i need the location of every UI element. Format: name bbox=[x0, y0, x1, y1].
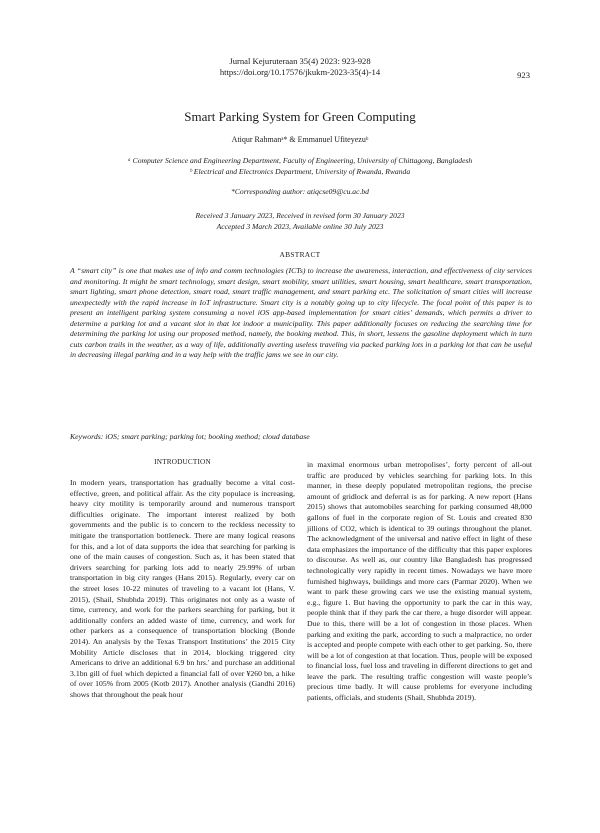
abstract-heading: ABSTRACT bbox=[279, 250, 321, 259]
journal-header bbox=[0, 56, 600, 78]
corresponding-author: *Corresponding author: atiqcse09@cu.ac.bd bbox=[231, 187, 369, 196]
body-column-left: In modern years, transportation has gradually become a vital cost-effective, green, and political affair. As the city populace is increasing, heavy city motility is temporarily around and numerous transport difficulties originate. The important interest realized by both governments and the public is to concern to the reckless necessity to mitigate the transportation bottleneck. There are many logical reasons for this, and a lot of data supports the idea that searching for parking is one of the main causes of congestion. Such as, it has been stated that drivers searching for parking lots add to nearly 29.99% of urban transportation in big city ranges (Hans 2015). Regularly, every car on the street loses 10-22 minutes of traveling to a vacant lot (Hans, V. 2015), (Shail, Shubhda 2019). This originates not only as a waste of time, currency, and work for the parkers searching for parking, but it additionally confers an added waste of time, currency, and work for other parkers as a consequence of transportation blocking (Bonde 2014). An analysis by the Texas Transport Institutions’ the 2015 City Mobility Article discloses that in 2014, blocking triggered city Americans to drive an additional 6.9 bn hrs.' and purchase an additional 3.1bn gill of fuel which depicted a financial fall of over ¥260 bn, a hike of over 105% from 2005 (Kotb 2017). Another analysis (Gandhi 2016) shows that throughout the peak hour bbox=[70, 478, 295, 699]
doi-link[interactable]: https://doi.org/10.17576/jkukm-2023-35(4)-14 bbox=[219, 67, 381, 77]
affiliation-a: ᵃ Computer Science and Engineering Department, Faculty of Engineering, University of Chittagong, Bangladesh bbox=[127, 156, 473, 165]
author-list: Atiqur Rahmanᵃ* & Emmanuel Ufiteyezuᵇ bbox=[231, 135, 369, 144]
body-column-right: in maximal enormous urban metropolises’, forty percent of all-out traffic are produced by vehicles searching for parking lots. In this manner, in these deeply populated metropolitan regions, the precise amount of gridlock and deferral is as for parking. A new report (Hans 2015) shows that automobiles searching for parking consumed 48,000 gallons of fuel in the corporate region of St. Louis and created 830 jillions of CO2, which is identical to 39 outings throughout the planet. The acknowledgment of the universal and native effect in light of these data emphasizes the importance of the difficulty that this paper explores to discourse. As well as, our country like Bangladesh has progressed technologically very rapidly in recent times. Nowadays we have more furnished highways, buildings and more cars (Parmar 2020). When we want to park these growing cars we use the existing manual system, e.g., figure 1. But having the opportunity to park the car in this way, people think that if they park the car there, a huge disorder will appear. Due to this, there will be a lot of congestion in those places. When parking and exiting the park, according to such a malpractice, no order is accepted and people compete with each other to get parking. So, there will be a lot of congestion at that location. Thus, people will be exposed to financial loss, fuel loss and traveling in different directions to get and leave the park. The resulting traffic congestion will waste people’s precious time badly. It will cause problems for everyone including patients, officials, and students (Shail, Shubhda 2019). bbox=[307, 460, 532, 703]
affiliations bbox=[0, 155, 600, 177]
article-dates bbox=[0, 210, 600, 232]
paper-title: Smart Parking System for Green Computing bbox=[184, 109, 416, 124]
keywords: Keywords: iOS; smart parking; parking lot; booking method; cloud database bbox=[70, 432, 310, 441]
accepted-dates: Accepted 3 March 2023, Available online 30 July 2023 bbox=[216, 222, 384, 231]
affiliation-b: ᵇ Electrical and Electronics Department, University of Rwanda, Rwanda bbox=[189, 167, 411, 176]
section-heading-introduction: INTRODUCTION bbox=[154, 458, 211, 466]
journal-citation: Jurnal Kejuruteraan 35(4) 2023: 923-928 bbox=[229, 56, 371, 66]
page-number: 923 bbox=[517, 70, 530, 80]
abstract-text: A “smart city” is one that makes use of info and comm technologies (ICTs) to increase the awareness, interaction, and effectiveness of city services and monitoring. It might be smart technology, smart design, smart mobility, smart utilities, smart housing, smart healthcare, smart transportation, smart lighting, smart phone detection, smart road, smart traffic management, and smart parking etc. The solicitation of smart cities will increase unexpectedly with the rapid increase in IoT infrastructure. Smart city is a notably going up to city lifecycle. The focal point of this paper is to present an intelligent parking system consuming a novel iOS app-based implementation for smart cities’ demands, which permits a driver to determine a parking lot and a vacant slot in that lot indoor a municipality. This paper additionally focuses on reducing the searching time for determining the parking lot using our proposed method, namely, the booking method. This, in short, lessens the gasoline deployment which in turn cuts carbon trails in the weather, as a way of life, additionally averting useless traveling via packed parking lots in a parking lot that can be useful in decreasing illegal parking and in a way help with the traffic jams we see in our city. bbox=[70, 266, 532, 360]
received-dates: Received 3 January 2023, Received in revised form 30 January 2023 bbox=[195, 211, 405, 220]
